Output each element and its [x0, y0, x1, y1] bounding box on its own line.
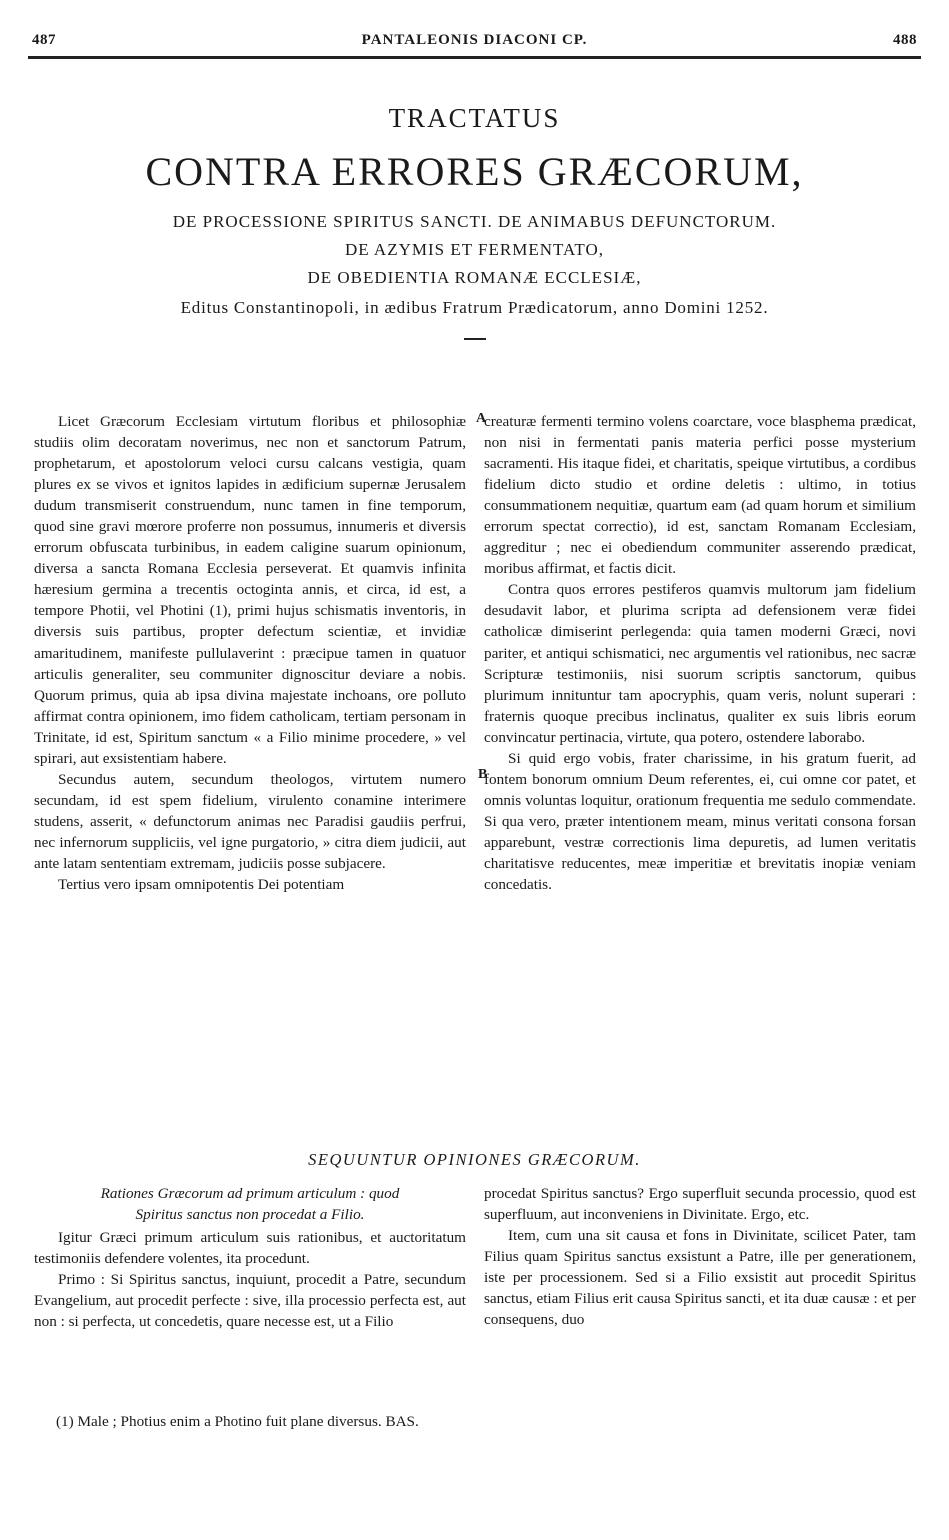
paragraph: Tertius vero ipsam omnipotentis Dei potentiam	[58, 876, 345, 894]
title-imprint-line: Editus Constantinopoli, in ædibus Fratrum Prædicatorum, anno Domini 1252.	[180, 298, 769, 317]
title-line-4: DE AZYMIS ET FERMENTATO,	[344, 240, 605, 259]
right-page-number: 488	[893, 32, 917, 48]
paragraph: Si quid ergo vobis, frater charissime, in his gratum fuerit, ad fontem bonorum omnium Deum referentes, ei, cui omne cor patet, et omnis voluntas loquitur, orationum frequentia me sedulo commendate. Si qua vero, præter intentionem meam, minus veritati consona forsan apparebunt, vestræ correctionis lima depuretis, ad lumen veritatis charitatisve reducentes, meæ imperitiæ et brevitatis inopiæ veniam concedatis.	[484, 749, 916, 894]
intro-left-column	[34, 411, 466, 895]
paragraph: Secundus autem, secundum theologos, virtutem numero secundam, id est spem fidelium, virulento conamine interimere studens, asserit, « defunctorum animas nec Paradisi gaudiis perfrui, nec infernorum suppliciis, vel igne purgatorio, » citra diem judicii, aut ante latam sententiam extremam, judiciis posse subjacere.	[34, 770, 466, 872]
rubric	[34, 1183, 466, 1225]
running-title: PANTALEONIS DIACONI CP.	[361, 32, 588, 48]
footnote: (1) Male ; Photius enim a Photino fuit plane diversus. BAS.	[56, 1413, 419, 1430]
opiniones-left-column	[34, 1183, 466, 1332]
rubric-line-2: Spiritus sanctus non procedat a Filio.	[135, 1206, 365, 1224]
rubric-line-1: Rationes Græcorum ad primum articulum : quod	[100, 1185, 400, 1202]
title-line-2: CONTRA ERRORES GRÆCORUM,	[145, 149, 804, 194]
paragraph: procedat Spiritus sanctus? Ergo superfluit secunda processio, quod est superfluum, aut inconveniens in Divinitate. Ergo, etc.	[484, 1185, 916, 1224]
paragraph: creaturæ fermenti termino volens coarctare, voce blasphema prædicat, non nisi in fermentati panis materia perfici posse mysterium sacramenti. His itaque fidei, et charitatis, speique virtutibus, a cordibus fidelium dicto studio et ordine deletis : ultimo, in totius consummationem nequitiæ, quartum eam (ad quam horum et similium errorum spectat correctio), id est, sanctam Romanam Ecclesiam, aggreditur ; nec ei obediendum communiter asserendo prædicat, moribus affirmat, et factis dicit.	[484, 413, 916, 578]
paragraph: Contra quos errores pestiferos quamvis multorum jam fidelium desudavit labor, et plurima scripta ad defensionem veræ fidei catholicæ dimiserint perlegenda: quia tamen moderni Græci, novi pariter, et antiqui schismatici, nec argumentis vel rationibus, nec sacræ Scripturæ testimoniis, nisi suorum scriptis sanctorum, quibus plurimum innituntur tam apocryphis, quam veris, nolunt superari : fraternis quoque precibus inclinatus, qualiter ex suis libris eorum convincatur pertinacia, virtute, qua potero, ostendere laborabo.	[484, 581, 916, 746]
paragraph: Igitur Græci primum articulum suis rationibus, et auctoritatum testimoniis defendere volentes, ita procedunt.	[34, 1229, 466, 1268]
margin-marker-a: A	[476, 411, 487, 426]
intro-columns	[34, 411, 916, 895]
title-line-1: TRACTATUS	[388, 103, 561, 133]
margin-marker-b: B	[478, 767, 488, 782]
section-heading: SEQUUNTUR OPINIONES GRÆCORUM.	[308, 1150, 641, 1169]
paragraph: Licet Græcorum Ecclesiam virtutum floribus et philosophiæ studiis olim decoratam noverimus, nec non et sanctorum Patrum, prophetarum, et apostolorum veloci cursu calcans vestigia, quam plures ex se vivos et ignitos lapides in ædificium supernæ Jerusalem dudum transmiserit construendum, nunc tamen in fine temporum, quod sine gravi mœrore proferre non possumus, innumeris et diversis errorum obfuscata turbinibus, in eadem caligine suarum opinionum, diversa a sancta Romana Ecclesia perseverat. Et quamvis infinita hæresium germina a trecentis octoginta annis, et circa, id est, a tempore Photii, vel Photini (1), primi hujus schismatis inventoris, in diversis suis partibus, propter defectum scientiæ, et invidiæ amaritudinem, manifeste pullulaverint : præcipue tamen in quatuor articulis generaliter, seu communiter dignoscitur deviare a nobis. Quorum primus, quia ab ipsa divina majestate inchoans, ore polluto affirmat contra opinionem, imo fidem catholicam, tertiam personam in Trinitate, id est, Spiritum sanctum « a Filio minime procedere, » vel spirari, aut exsistentiam habere.	[34, 413, 466, 767]
intro-right-column	[484, 411, 916, 895]
paragraph: Primo : Si Spiritus sanctus, inquiunt, procedit a Patre, secundum Evangelium, aut procedit perfecte : sive, illa processio perfecta est, aut non : si perfecta, ut concedetis, quare necesse est, ut a Filio	[34, 1271, 466, 1331]
running-head	[28, 30, 921, 59]
title-divider	[464, 338, 486, 340]
title-line-3: DE PROCESSIONE SPIRITUS SANCTI. DE ANIMABUS DEFUNCTORUM.	[172, 212, 777, 231]
opiniones-right-column	[484, 1183, 916, 1332]
paragraph: Item, cum una sit causa et fons in Divinitate, scilicet Pater, tam Filius quam Spiritus sanctus exsistunt a Patre, ille per generationem, iste per processionem. Sed si a Filio exsistit aut procedit Spiritus sanctus, etiam Filius erit causa Spiritus sancti, et ita duæ causæ : et per consequens, duo	[484, 1227, 916, 1329]
title-block	[28, 100, 921, 340]
left-page-number: 487	[32, 32, 56, 48]
opiniones-columns	[34, 1183, 916, 1332]
title-line-5: DE OBEDIENTIA ROMANÆ ECCLESIÆ,	[307, 268, 642, 287]
